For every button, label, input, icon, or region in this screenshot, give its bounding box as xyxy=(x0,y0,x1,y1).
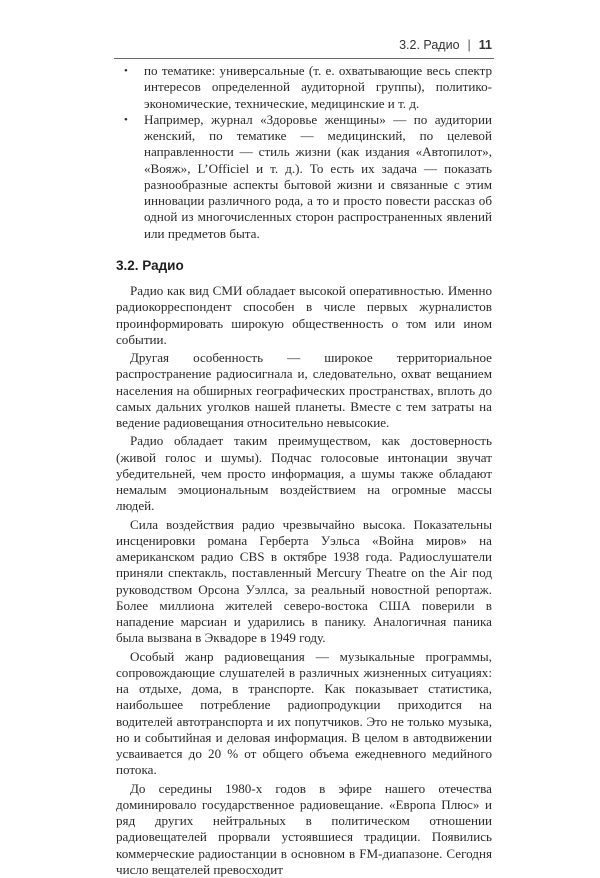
section-heading: 3.2. Радио xyxy=(116,258,492,274)
running-title: 3.2. Радио xyxy=(399,38,459,52)
running-header xyxy=(116,38,492,56)
header-separator: | xyxy=(468,38,471,52)
paragraph-2: Другая особенность — широкое территориальное распространение радиосигнала и, следовательно, охват вещанием населения на обширных географических пространствах, вплоть до самых дальних уголков нашей планеты. Вместе с тем затраты на ведение радиовещания относительно невысокие. xyxy=(116,350,492,431)
bullet-list xyxy=(116,63,492,242)
bullet-item-1 xyxy=(116,63,492,112)
bullet-text: Например, журнал «Здоровье женщины» — по аудитории женский, по тематике — медицинский, по целевой направленности — стиль жизни (как издания «Автопилот», «Вояж», L’Officiel и т. д.). То есть их задача — показать разнообразные аспекты бытовой жизни и связанные с этим инновации различного рода, а то и просто повести рассказ об одной из многочисленных сторон распространенных явлений или предметов быта. xyxy=(144,112,492,241)
paragraph-5: Особый жанр радиовещания — музыкальные программы, сопровождающие слушателей в различных жизненных ситуациях: на отдыхе, дома, в транспорте. Как показывает статистика, наибольшее потребление радиопродукции приходится на водителей автотранспорта и их попутчиков. Это не только музыка, но и событийная и деловая информация. В целом в автодвижении усваивается до 20 % от общего объема ежедневного медийного потока. xyxy=(116,649,492,779)
header-rule xyxy=(114,58,494,59)
page-body xyxy=(116,63,492,878)
bullet-marker: • xyxy=(124,63,128,79)
bullet-text: по тематике: универсальные (т. е. охватывающие весь спектр интересов определенной аудиторной группы), политико-экономические, технические, медицинские и т. д. xyxy=(144,63,492,111)
bullet-marker: • xyxy=(124,112,128,128)
page-number: 11 xyxy=(479,38,492,52)
paragraph-4: Сила воздействия радио чрезвычайно высока. Показательны инсценировки романа Герберта Уэльса «Война миров» на американском радио CBS в октябре 1938 года. Радиослушатели приняли спектакль, поставленный Mercury Theatre on the Air под руководством Орсона Уэллса, за реальный новостной репортаж. Более миллиона жителей северо-востока США поверили в нападение марсиан и ударились в панику. Аналогичная паника была вызвана в Эквадоре в 1949 году. xyxy=(116,517,492,647)
bullet-item-2 xyxy=(116,112,492,242)
paragraph-3: Радио обладает таким преимуществом, как достоверность (живой голос и шумы). Подчас голосовые интонации звучат убедительней, чем просто информация, а шумы также обладают немалым эмоциональным воздействием на огромные массы людей. xyxy=(116,433,492,514)
paragraph-1: Радио как вид СМИ обладает высокой оперативностью. Именно радиокорреспондент способен в числе первых журналистов проинформировать широкую общественность о том или ином событии. xyxy=(116,283,492,348)
paragraph-6: До середины 1980-х годов в эфире нашего отечества доминировало государственное радиовещание. «Европа Плюс» и ряд других нейтральных в политическом отношении радиовещателей прорвали устоявшиеся традиции. Появились коммерческие радиостанции в основном в FM-диапазоне. Сегодня число вещателей превосходит xyxy=(116,781,492,878)
